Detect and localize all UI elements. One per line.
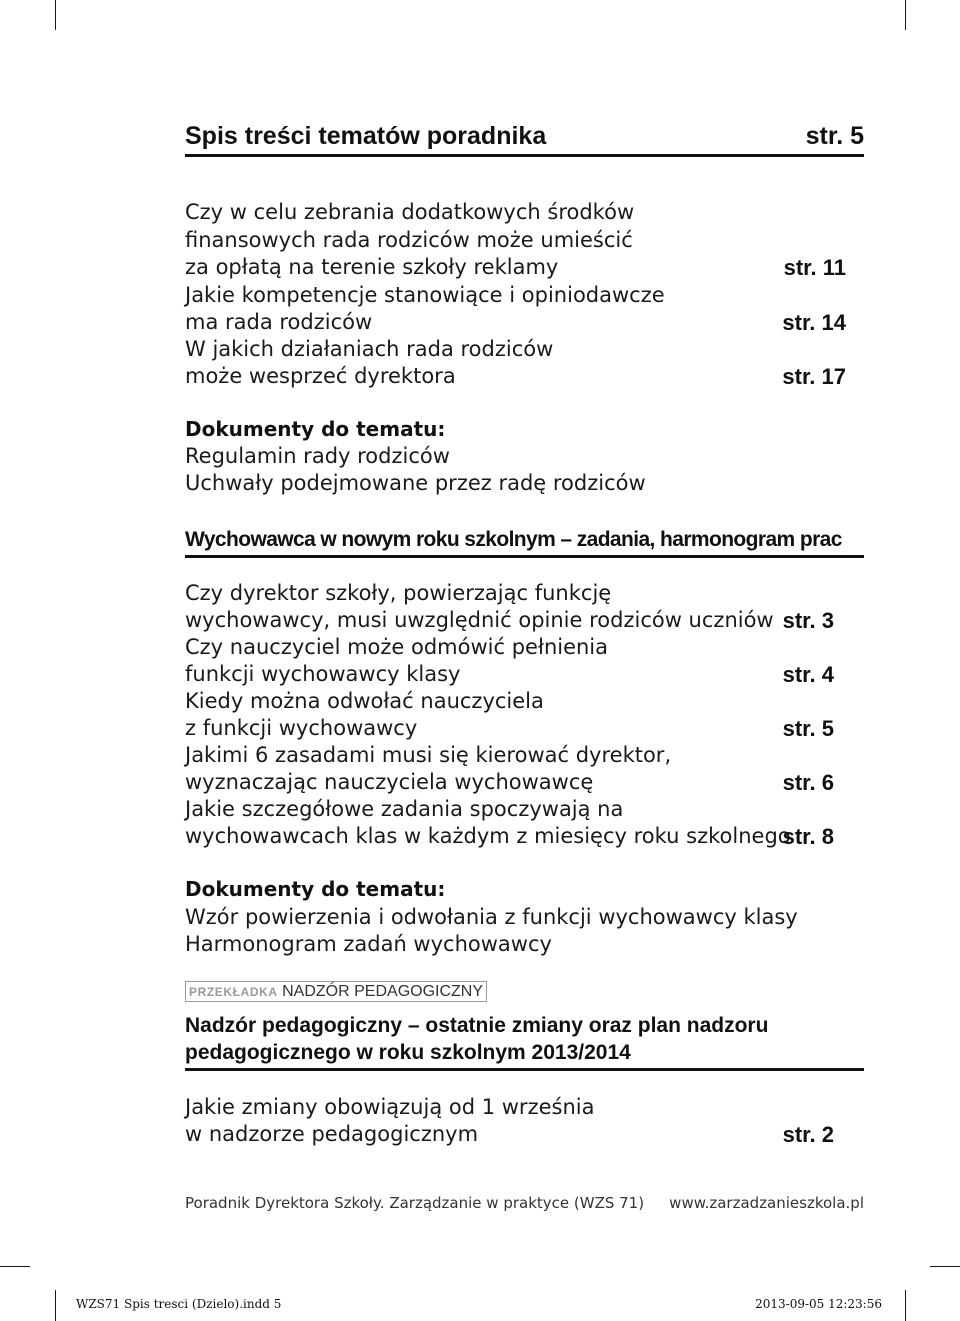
toc-entry-line: ma rada rodziców — [185, 310, 373, 334]
toc-entry-line: finansowych rada rodziców może umieścić — [185, 228, 633, 252]
divider-label — [185, 981, 487, 1002]
section-rule — [185, 1068, 864, 1071]
toc-entry-page: str. 3 — [782, 608, 834, 633]
toc-entry-line: wychowawcy, musi uwzględnić opinie rodziców uczniów — [185, 608, 774, 632]
toc-entry-line: W jakich działaniach rada rodziców — [185, 337, 554, 361]
divider-prefix: PRZEKŁADKA — [189, 985, 278, 999]
toc-entry-page: str. 6 — [782, 770, 834, 795]
section-rule — [185, 555, 864, 558]
toc-entry-line: Czy nauczyciel może odmówić pełnienia — [185, 635, 609, 659]
divider-name: NADZÓR PEDAGOGICZNY — [282, 983, 484, 1000]
toc-entry-line: wyznaczając nauczyciela wychowawcę — [185, 770, 594, 794]
print-slug-timestamp: 2013-09-05 12:23:56 — [755, 1297, 882, 1311]
print-slug-file: WZS71 Spis tresci (Dzielo).indd 5 — [76, 1297, 282, 1311]
toc-title: Spis treści tematów poradnika — [185, 122, 547, 150]
crop-mark — [930, 1266, 960, 1267]
toc-entry-page: str. 14 — [782, 310, 846, 335]
toc-entry-page: str. 8 — [782, 824, 834, 849]
toc-entry-line: w nadzorze pedagogicznym — [185, 1122, 479, 1146]
section-heading: pedagogicznego w roku szkolnym 2013/2014 — [185, 1041, 631, 1064]
crop-mark — [905, 1290, 906, 1321]
documents-heading: Dokumenty do tematu: — [185, 877, 446, 901]
toc-entry-line: wychowawcach klas w każdym z miesięcy roku szkolnego — [185, 824, 791, 848]
toc-entry-line: z funkcji wychowawcy — [185, 716, 418, 740]
footer-url: www.zarzadzanieszkola.pl — [669, 1194, 864, 1212]
document-item: Harmonogram zadań wychowawcy — [185, 932, 552, 956]
document-item: Wzór powierzenia i odwołania z funkcji wychowawcy klasy — [185, 905, 798, 929]
toc-entry-page: str. 5 — [782, 716, 834, 741]
crop-mark — [905, 0, 906, 30]
toc-entry-page: str. 4 — [782, 662, 834, 687]
footer-title: Poradnik Dyrektora Szkoły. Zarządzanie w praktyce (WZS 71) — [185, 1194, 645, 1212]
toc-header-page: str. 5 — [805, 122, 864, 150]
crop-mark — [0, 1266, 30, 1267]
toc-header — [185, 118, 864, 157]
toc-entry-line: Czy w celu zebrania dodatkowych środków — [185, 200, 635, 224]
document-item: Regulamin rady rodziców — [185, 444, 450, 468]
toc-entry-page: str. 17 — [782, 364, 846, 389]
crop-mark — [55, 0, 56, 30]
toc-entry-line: Jakie kompetencje stanowiące i opiniodawcze — [185, 283, 665, 307]
toc-entry-line: za opłatą na terenie szkoły reklamy — [185, 255, 559, 279]
toc-entry-line: Jakie szczegółowe zadania spoczywają na — [185, 797, 624, 821]
toc-entry-line: może wesprzeć dyrektora — [185, 364, 456, 388]
toc-entry-line: Jakie zmiany obowiązują od 1 września — [185, 1095, 595, 1119]
section-heading: Wychowawca w nowym roku szkolnym – zadania, harmonogram prac — [185, 528, 842, 551]
toc-entry-page: str. 11 — [783, 255, 846, 280]
toc-entry-line: Kiedy można odwołać nauczyciela — [185, 689, 544, 713]
section-heading: Nadzór pedagogiczny – ostatnie zmiany oraz plan nadzoru — [185, 1014, 769, 1037]
crop-mark — [55, 1290, 56, 1321]
toc-entry-line: funkcji wychowawcy klasy — [185, 662, 461, 686]
documents-heading: Dokumenty do tematu: — [185, 417, 446, 441]
toc-entry-line: Czy dyrektor szkoły, powierzając funkcję — [185, 581, 612, 605]
document-item: Uchwały podejmowane przez radę rodziców — [185, 471, 646, 495]
toc-entry-line: Jakimi 6 zasadami musi się kierować dyrektor, — [185, 743, 672, 767]
toc-entry-page: str. 2 — [782, 1122, 834, 1147]
